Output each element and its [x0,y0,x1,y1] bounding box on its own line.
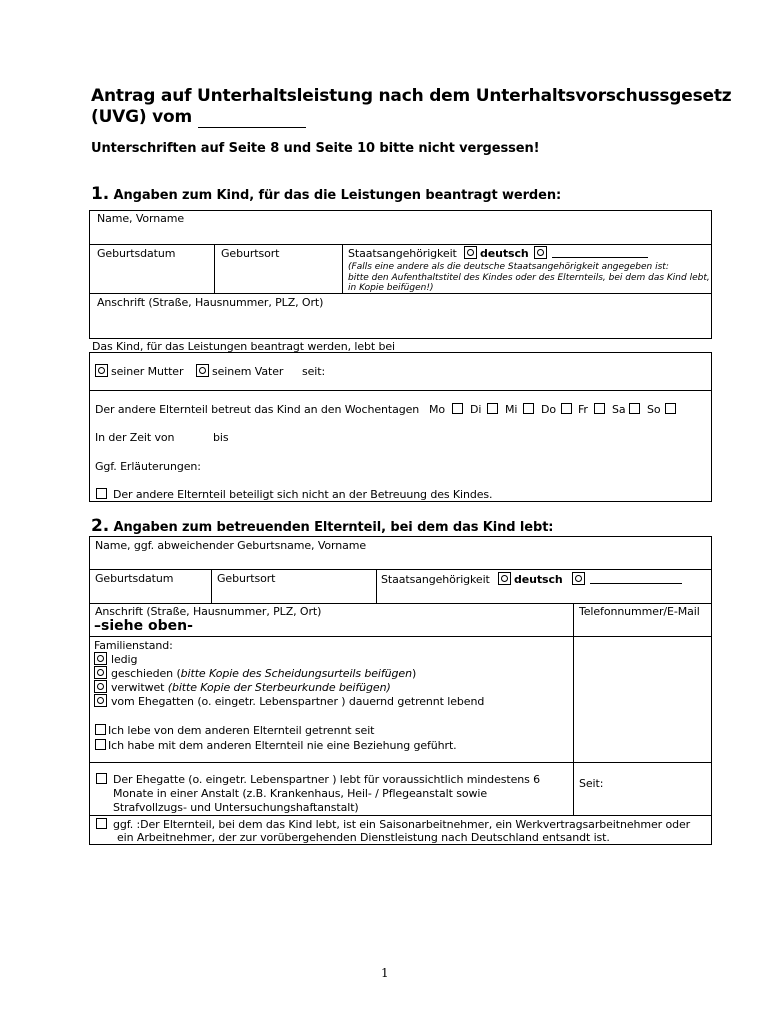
weekday-mo-checkbox[interactable] [452,403,463,414]
section2-heading: 2. Angaben zum betreuenden Elternteil, bei dem das Kind lebt: [91,516,554,536]
parent-name-label: Name, ggf. abweichender Geburtsname, Vorname [95,539,367,552]
child-nationality-german-label: deutsch [480,247,529,260]
weekday-mi-checkbox[interactable] [523,403,534,414]
lives-with-since-label: seit: [302,365,326,378]
institution-line1: Der Ehegatte (o. eingetr. Lebenspartner ) lebt für voraussichtlich mindestens 6 [113,773,541,786]
child-address-label: Anschrift (Straße, Hausnummer, PLZ, Ort) [97,296,324,309]
marital-separated-radio[interactable] [94,694,107,707]
marital-single-label: ledig [111,653,138,666]
seasonal-worker-checkbox[interactable] [96,818,107,829]
weekday-di-label: Di [470,403,482,416]
weekday-so-label: So [647,403,661,416]
section1-heading: 1. Angaben zum Kind, für das die Leistungen beantragt werden: [91,184,562,204]
child-nationality-label: Staatsangehörigkeit [348,247,457,260]
separated-since-checkbox[interactable] [95,724,106,735]
lives-with-label: Das Kind, für das Leistungen beantragt werden, lebt bei [92,340,395,353]
no-relation-checkbox[interactable] [95,739,106,750]
separated-since-label: Ich lebe von dem anderen Elternteil getrennt seit [108,724,375,737]
weekday-so-checkbox[interactable] [665,403,676,414]
page-number: 1 [381,966,389,980]
nationality-note-3: in Kopie beifügen!) [348,283,434,293]
child-name-field[interactable] [90,226,710,243]
weekday-do-label: Do [541,403,557,416]
weekday-sa-checkbox[interactable] [629,403,640,414]
weekday-di-checkbox[interactable] [487,403,498,414]
parent-nationality-other-field[interactable] [590,583,682,584]
parent-nationality-german-label: deutsch [514,573,563,586]
child-nationality-other-field[interactable] [552,257,648,258]
weekday-mi-label: Mi [505,403,518,416]
signature-reminder: Unterschriften auf Seite 8 und Seite 10 bitte nicht vergessen! [91,141,540,156]
seasonal-worker-line2: ein Arbeitnehmer, der zur vorübergehenden Dienstleistung nach Deutschland entsandt ist. [117,831,610,844]
child-nationality-german-radio[interactable] [464,246,477,259]
marital-divorced-label: geschieden (bitte Kopie des Scheidungsurteils beifügen) [111,667,417,680]
no-care-label: Der andere Elternteil beteiligt sich nicht an der Betreuung des Kindes. [113,488,493,501]
institution-line2: Monate in einer Anstalt (z.B. Krankenhaus, Heil- / Pflegeanstalt sowie [113,787,487,800]
lives-with-father-label: seinem Vater [212,365,284,378]
weekday-mo-label: Mo [429,403,446,416]
child-birthdate-label: Geburtsdatum [97,247,176,260]
institution-line3: Strafvollzugs- und Untersuchungshaftanstalt) [113,801,359,814]
parent-phone-label: Telefonnummer/E-Mail [579,605,700,618]
seasonal-worker-line1: ggf. :Der Elternteil, bei dem das Kind lebt, ist ein Saisonarbeitnehmer, ein Werkvertragsarbeitnehmer oder [113,818,691,831]
care-weekdays-text: Der andere Elternteil betreut das Kind an den Wochentagen [95,403,420,416]
marital-divorced-radio[interactable] [94,666,107,679]
lives-with-mother-radio[interactable] [95,364,108,377]
weekday-fr-checkbox[interactable] [594,403,605,414]
weekday-fr-label: Fr [578,403,588,416]
parent-birthdate-label: Geburtsdatum [95,572,174,585]
date-line[interactable] [198,111,306,128]
weekday-do-checkbox[interactable] [561,403,572,414]
lives-with-father-radio[interactable] [196,364,209,377]
parent-nationality-label: Staatsangehörigkeit [381,573,490,586]
parent-nationality-other-radio[interactable] [572,572,585,585]
parent-address-value: –siehe oben- [94,618,193,634]
child-name-label: Name, Vorname [97,212,185,225]
no-relation-label: Ich habe mit dem anderen Elternteil nie eine Beziehung geführt. [108,739,457,752]
parent-address-label: Anschrift (Straße, Hausnummer, PLZ, Ort) [95,605,322,618]
time-from-label: In der Zeit von [95,431,175,444]
marital-single-radio[interactable] [94,652,107,665]
form-title-line2: (UVG) vom [91,107,306,128]
marital-separated-label: vom Ehegatten (o. eingetr. Lebenspartner ) dauernd getrennt lebend [111,695,485,708]
marital-status-label: Familienstand: [94,639,173,652]
nationality-note-2: bitte den Aufenthaltstitel des Kindes oder des Elternteils, bei dem das Kind lebt, [348,273,710,283]
time-to-label: bis [213,431,229,444]
form-title-line1: Antrag auf Unterhaltsleistung nach dem Unterhaltsvorschussgesetz [91,86,732,106]
marital-widowed-label: verwitwet (bitte Kopie der Sterbeurkunde beifügen) [111,681,391,694]
child-birthplace-label: Geburtsort [221,247,280,260]
lives-with-mother-label: seiner Mutter [111,365,184,378]
nationality-note-1: (Falls eine andere als die deutsche Staatsangehörigkeit angegeben ist: [348,262,669,272]
marital-widowed-radio[interactable] [94,680,107,693]
institution-since-label: Seit: [579,777,604,790]
parent-birthplace-label: Geburtsort [217,572,276,585]
weekday-sa-label: Sa [612,403,626,416]
explanations-label: Ggf. Erläuterungen: [95,460,201,473]
parent-nationality-german-radio[interactable] [498,572,511,585]
institution-checkbox[interactable] [96,773,107,784]
no-care-checkbox[interactable] [96,488,107,499]
child-nationality-other-radio[interactable] [534,246,547,259]
